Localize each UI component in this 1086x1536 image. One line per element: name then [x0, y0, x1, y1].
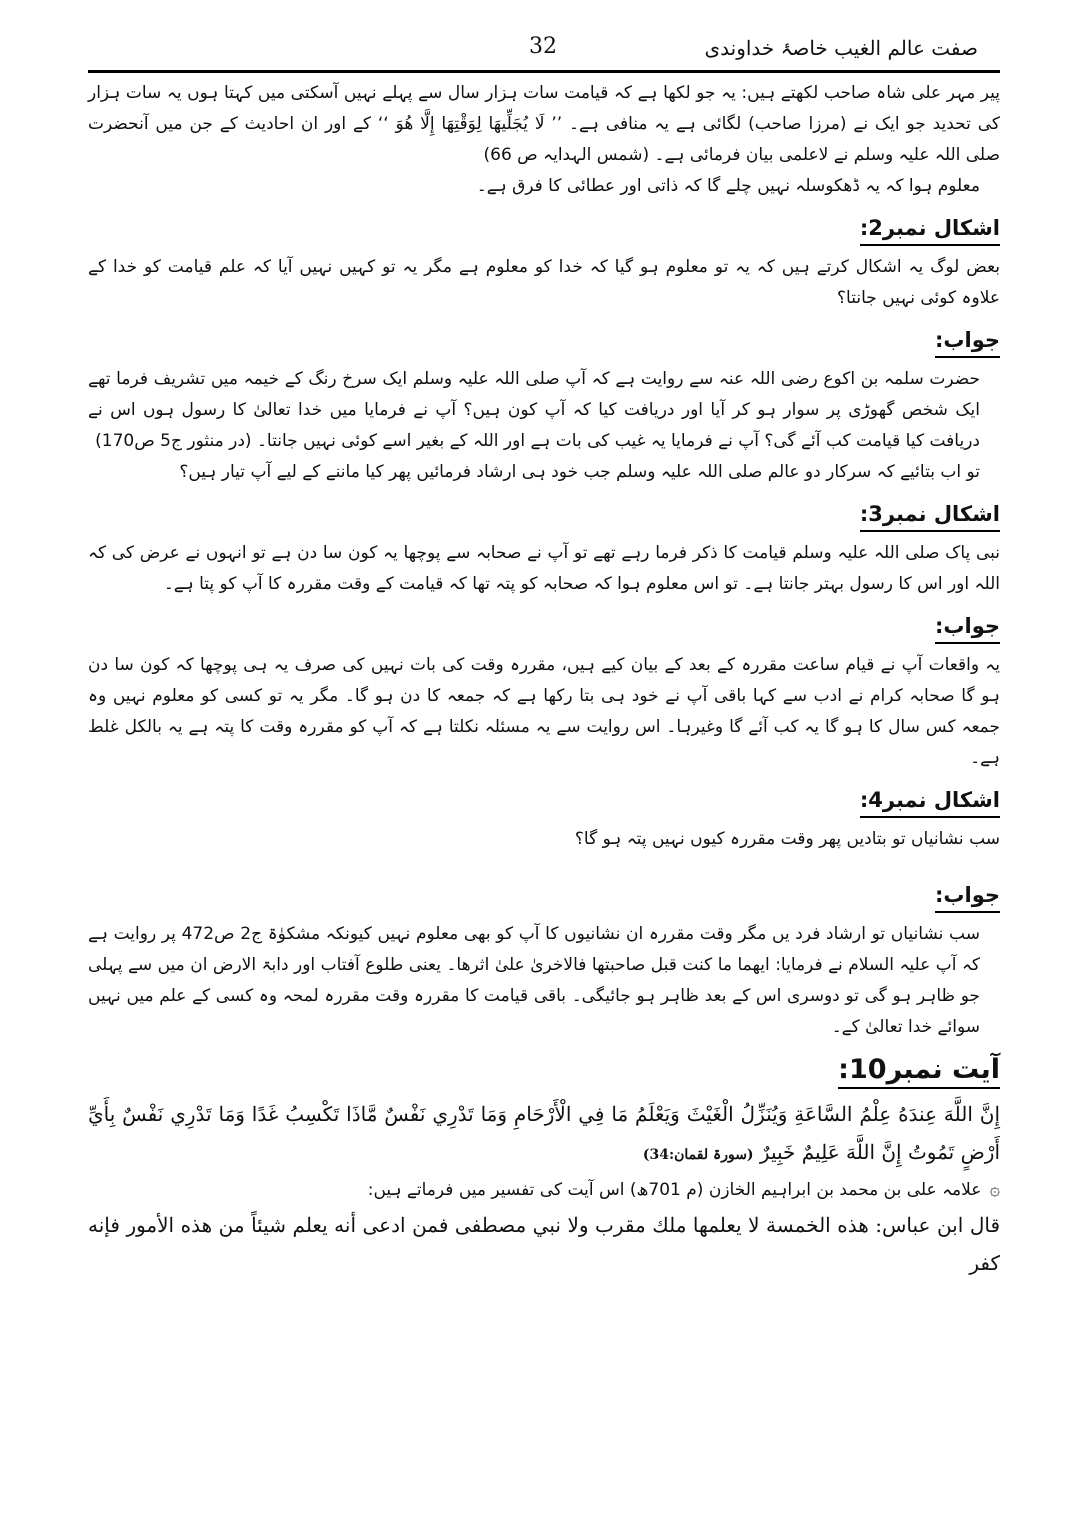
page-number: 32 [529, 34, 557, 59]
verse-reference: (سورۃ لقمان:34) [642, 1147, 754, 1163]
ayah-heading-number: 10: [838, 1054, 887, 1085]
running-title: صفت عالم الغیب خاصۂ خداوندی [704, 36, 978, 60]
paragraph: تو اب بتائیے کہ سرکار دو عالم صلی اللہ علیہ وسلم جب خود ہی ارشاد فرمائیں پھر کیا ماننے کے لیے آپ تیار ہیں؟ [179, 462, 980, 482]
section-heading: جواب: [935, 326, 1000, 358]
paragraph: بعض لوگ یہ اشکال کرتے ہیں کہ یہ تو معلوم ہو گیا کہ خدا کو معلوم ہے مگر یہ تو کہیں نہیں آیا کہ علم قیامت کو خدا کے علاوہ کوئی نہیں جانتا؟ [88, 257, 1000, 308]
paragraph: حضرت سلمہ بن اکوع رضی اللہ عنہ سے روایت ہے کہ آپ صلی اللہ علیہ وسلم ایک سرخ رنگ کے خیمہ میں تشریف فرما تھے ایک شخص گھوڑی پر سوار ہو کر آیا اور دریافت کیا کہ آپ کون ہیں؟ آپ نے فرمایا میں خدا تعالیٰ کا رسول ہوں اس نے دریافت کیا قیامت کب آئے گی؟ آپ نے فرمایا یہ غیب کی بات ہے اور اللہ کے بغیر اسے کوئی نہیں جانتا۔ (در منثور ج5 ص170) [88, 369, 980, 451]
section-heading: اشکال نمبر2: [860, 214, 1000, 246]
paragraph: سب نشانیاں تو ارشاد فرد یں مگر وقت مقررہ ان نشانیوں کا آپ کو بھی معلوم نہیں کیونکہ مشکوٰۃ ج2 ص472 پر روایت ہے کہ آپ علیہ السلام نے فرمایا: ایهما ما کنت قبل صاحبتها فالاخریٰ علیٰ اثرها۔ یعنی طلوع آفتاب اور دابۃ الارض ان میں سے پہلی جو ظاہر ہو گی تو دوسری اس کے بعد ظاہر ہو جائیگی۔ باقی قیامت کا مقررہ وقت مقررہ لمحہ وہ کسی کے علم میں نہیں سوائے خدا تعالیٰ کے۔ [88, 924, 980, 1037]
paragraph-text: علامہ علی بن محمد بن ابراہیم الخازن (م 701ھ) اس آیت کی تفسیر میں فرماتے ہیں: [367, 1180, 982, 1200]
section-heading: جواب: [935, 612, 1000, 644]
paragraph: یہ واقعات آپ نے قیام ساعت مقررہ کے بعد کے بیان کیے ہیں، مقررہ وقت کی بات نہیں کی صرف یہ ہی پوچھا کہ کون سا دن ہو گا صحابہ کرام نے ادب سے کہا باقی آپ نے خود ہی بتا رکھا ہے کہ جمعہ کا دن ہو گا۔ مگر یہ تو کسی کو معلوم نہیں وہ جمعہ کس سال کا ہو گا یہ کب آئے گا وغیرہا۔ اس روایت سے یہ مسئلہ نکلتا ہے کہ آپ کو مقررہ وقت کا پتہ ہے یہ بالکل غلط ہے۔ [88, 655, 1000, 768]
ayah-heading-word: آیت نمبر [886, 1054, 1000, 1085]
paragraph: نبی پاک صلی اللہ علیہ وسلم قیامت کا ذکر فرما رہے تھے تو آپ نے صحابہ سے پوچھا یہ کون سا دن ہے تو انہوں نے عرض کی کہ اللہ اور اس کا رسول بہتر جانتا ہے۔ تو اس معلوم ہوا کہ صحابہ کو پتہ تھا کہ قیامت کے وقت مقررہ کا آپ کو پتا ہے۔ [88, 543, 1000, 594]
section-heading: اشکال نمبر3: [860, 500, 1000, 532]
star-ornament-icon: ۞ [989, 1179, 1000, 1200]
paragraph: معلوم ہوا کہ یہ ڈھکوسلہ نہیں چلے گا کہ ذاتی اور عطائی کا فرق ہے۔ [476, 176, 980, 196]
header-rule [88, 70, 1000, 73]
verse-text: إِنَّ اللَّهَ عِندَهُ عِلْمُ السَّاعَةِ وَيُنَزِّلُ الْغَيْثَ وَيَعْلَمُ مَا فِي الْأَرْحَامِ وَمَا تَدْرِي نَفْسٌ مَّاذَا تَكْسِبُ غَدًا وَمَا تَدْرِي نَفْسٌ بِأَيِّ أَرْضٍ تَمُوتُ إِنَّ اللَّهَ عَلِيمٌ خَبِيرٌ [88, 1102, 1000, 1164]
paragraph [88, 1174, 1000, 1206]
page-body [88, 78, 1000, 1282]
paragraph: پیر مہر علی شاہ صاحب لکھتے ہیں: یہ جو لکھا ہے کہ قیامت سات ہزار سال سے پہلے نہیں آسکتی میں کہتا ہوں یہ سات ہزار کی تحدید جو ایک نے (مرزا صاحب) لگائی ہے یہ منافی ہے۔ ’’ لَا يُجَلِّيهَا لِوَقْتِهَا إِلَّا هُوَ ‘‘ کے اور ان احادیث کے جن میں آنحضرت صلی اللہ علیہ وسلم نے لاعلمی بیان فرمائی ہے۔ (شمس الہدایہ ص 66) [88, 83, 1000, 165]
ayah-heading [838, 1053, 1000, 1089]
quran-verse [88, 1095, 1000, 1174]
section-heading: اشکال نمبر4: [860, 786, 1000, 818]
arabic-quote: قال ابن عباس: هذه الخمسة لا يعلمها ملك مقرب ولا نبي مصطفى فمن ادعى أنه يعلم شيئاً من هذه الأمور فإنه كفر [88, 1213, 1000, 1275]
paragraph: سب نشانیاں تو بتادیں پھر وقت مقررہ کیوں نہیں پتہ ہو گا؟ [574, 829, 1000, 849]
page-header [88, 30, 998, 72]
section-heading: جواب: [935, 881, 1000, 913]
